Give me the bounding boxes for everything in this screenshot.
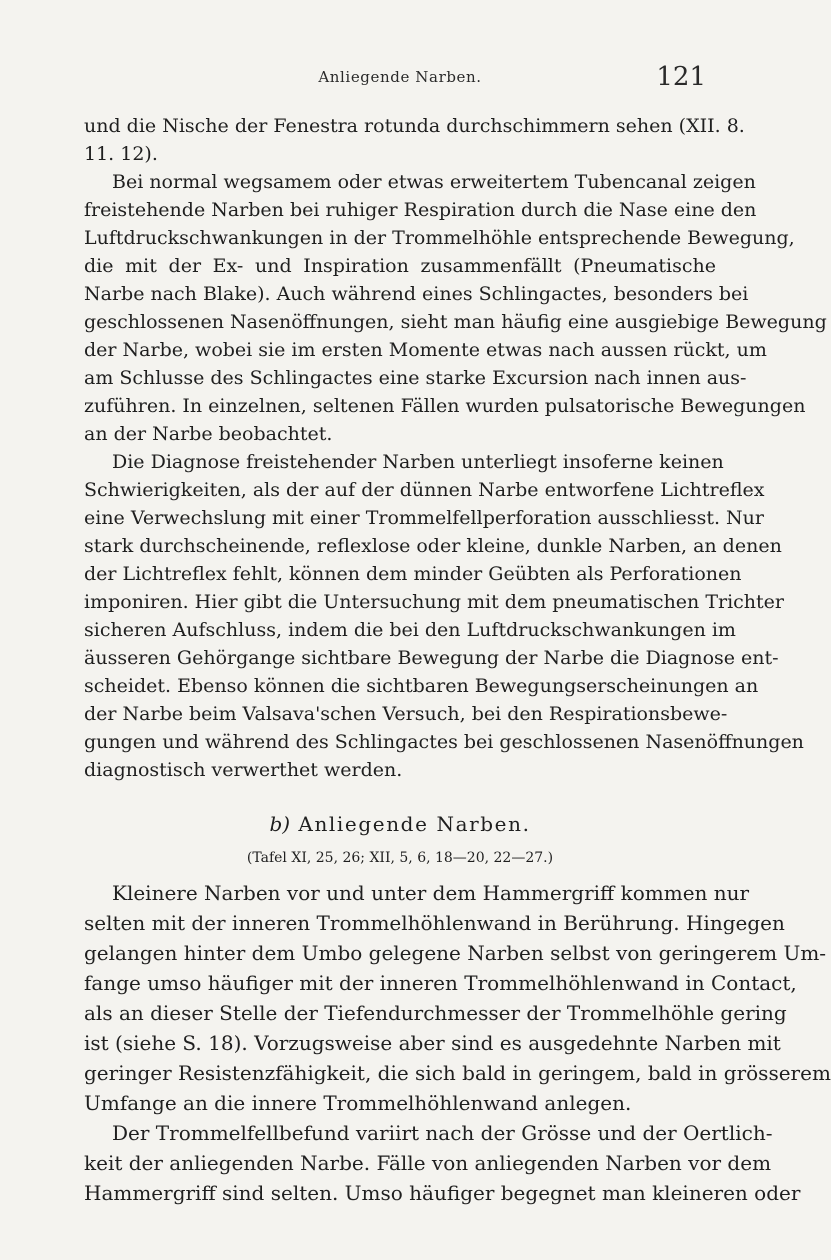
text-line: 11. 12). [84, 143, 158, 165]
text-line: sicheren Aufschluss, indem die bei den Luftdruckschwankungen im [84, 619, 736, 641]
text-line: die mit der Ex- und Inspiration zusammenfällt (Pneumatische [84, 255, 716, 277]
text-line: Schwierigkeiten, als der auf der dünnen Narbe entworfene Lichtreflex [84, 479, 765, 501]
text-line: selten mit der inneren Trommelhöhlenwand in Berührung. Hingegen [84, 911, 785, 935]
text-line: der Lichtreflex fehlt, können dem minder Geübten als Perforationen [84, 563, 742, 585]
text-line: Kleinere Narben vor und unter dem Hammergriff kommen nur [112, 881, 750, 905]
text-line: Der Trommelfellbefund variirt nach der Grösse und der Oertlich- [112, 1121, 773, 1145]
text-line: äusseren Gehörgange sichtbare Bewegung der Narbe die Diagnose ent- [84, 647, 779, 669]
section-heading [84, 810, 716, 838]
text-line: eine Verwechslung mit einer Trommelfellperforation ausschliesst. Nur [84, 507, 765, 529]
text-line: und die Nische der Fenestra rotunda durchschimmern sehen (XII. 8. [84, 115, 745, 137]
text-line: der Narbe, wobei sie im ersten Momente etwas nach aussen rückt, um [84, 339, 767, 361]
text-line: gungen und während des Schlingactes bei geschlossenen Nasenöffnungen [84, 731, 804, 753]
text-line: der Narbe beim Valsava'schen Versuch, bei den Respirationsbewe- [84, 703, 728, 725]
text-line: imponiren. Hier gibt die Untersuchung mit dem pneumatischen Trichter [84, 591, 785, 613]
text-line: geringer Resistenzfähigkeit, die sich bald in geringem, bald in grösserem [84, 1061, 831, 1085]
text-line: an der Narbe beobachtet. [84, 423, 333, 445]
text-line: Die Diagnose freistehender Narben unterliegt insoferne keinen [112, 451, 724, 473]
body-text [84, 112, 831, 1208]
text-line: als an dieser Stelle der Tiefendurchmesser der Trommelhöhle gering [84, 1001, 787, 1025]
text-line: Bei normal wegsamem oder etwas erweitertem Tubencanal zeigen [112, 171, 756, 193]
text-line: Hammergriff sind selten. Umso häufiger begegnet man kleineren oder [84, 1181, 801, 1205]
paragraph-small-scars [84, 878, 831, 1118]
text-line: fange umso häufiger mit der inneren Trommelhöhlenwand in Contact, [84, 971, 797, 995]
text-line: geschlossenen Nasenöffnungen, sieht man häufig eine ausgiebige Bewegung [84, 311, 827, 333]
page-header [0, 62, 800, 102]
section-b-body [84, 878, 831, 1208]
paragraph-continuation [84, 112, 745, 168]
text-line: diagnostisch verwerthet werden. [84, 759, 403, 781]
section-heading-text: Anliegende Narben. [298, 812, 531, 836]
text-line: Luftdruckschwankungen in der Trommelhöhle entsprechende Bewegung, [84, 227, 795, 249]
text-line: Narbe nach Blake). Auch während eines Schlingactes, besonders bei [84, 283, 749, 305]
paragraph-diagnosis [84, 448, 804, 784]
text-line: gelangen hinter dem Umbo gelegene Narben selbst von geringerem Um- [84, 941, 827, 965]
text-line: keit der anliegenden Narbe. Fälle von anliegenden Narben vor dem [84, 1151, 772, 1175]
text-line: zuführen. In einzelnen, seltenen Fällen wurden pulsatorische Bewegungen [84, 395, 806, 417]
text-line: stark durchscheinende, reflexlose oder kleine, dunkle Narben, an denen [84, 535, 782, 557]
text-line: freistehende Narben bei ruhiger Respiration durch die Nase eine den [84, 199, 757, 221]
page-number: 121 [656, 62, 706, 92]
paragraph-pneumatic-scar [84, 168, 827, 448]
section-plate-reference: (Tafel XI, 25, 26; XII, 5, 6, 18—20, 22—27.) [246, 850, 554, 866]
text-line: ist (siehe S. 18). Vorzugsweise aber sind es ausgedehnte Narben mit [84, 1031, 781, 1055]
running-title: Anliegende Narben. [318, 68, 482, 86]
text-line: Umfange an die innere Trommelhöhlenwand anlegen. [84, 1091, 632, 1115]
section-gap [84, 784, 716, 810]
section-letter: b) [269, 812, 291, 836]
paragraph-findings [84, 1118, 801, 1208]
text-line: scheidet. Ebenso können die sichtbaren Bewegungserscheinungen an [84, 675, 759, 697]
text-line: am Schlusse des Schlingactes eine starke Excursion nach innen aus- [84, 367, 747, 389]
